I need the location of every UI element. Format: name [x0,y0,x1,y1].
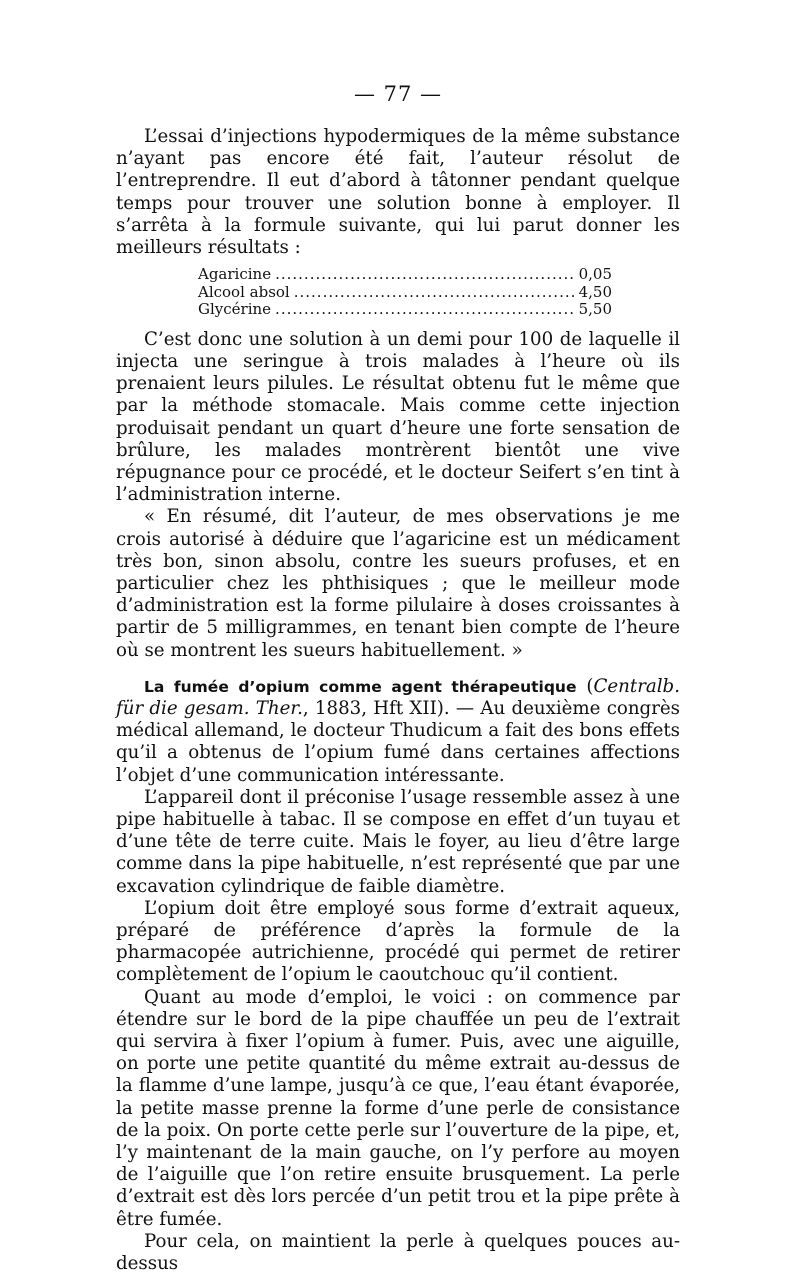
formula-row [198,266,612,284]
ingredient-quantity: 0,05 [578,265,612,284]
paragraph-solution-results: C’est donc une solution à un demi pour 100 de laquelle il injecta une seringue à trois malades à l’heure où ils prenaient leurs pilules. Le résultat obtenu fut le même que par la méthode stomacale. Mais comme cette injection produisait pendant un quart d’heure une forte sensation de brûlure, les malades montrèrent bientôt une vive répugnance pour ce procédé, et le docteur Seifert s’en tint à l’administration interne. [116,328,680,506]
page-number: — 77 — [353,82,443,106]
ingredient-name: Glycérine [198,300,272,319]
intro-text: — Au deuxième congrès médical allemand, le docteur Thudicum a fait des bons effets qu’il a obtenus de l’opium fumé dans certaines affections l’objet d’une communication intéressante. [116,697,680,786]
ingredient-name: Alcool absol [198,282,290,301]
ingredient-quantity: 4,50 [578,282,612,301]
dot-leader [294,284,575,302]
formula-table [198,266,612,319]
ingredient-quantity: 5,50 [578,300,612,319]
dot-leader [275,301,575,319]
ingredient-name: Agaricine [198,265,272,284]
paragraph-opium-preparation: L’opium doit être employé sous forme d’extrait aqueux, préparé de préférence d’après la formule de la pharmacopée autrichienne, procédé qui permet de retirer complètement de l’opium le caoutchouc qu’il contient. [116,897,680,986]
paragraph-apparatus: L’appareil dont il préconise l’usage ressemble assez à une pipe habituelle à tabac. Il se compose en effet d’un tuyau et d’une tête de terre cuite. Mais le foyer, au lieu d’être large comme dans la pipe habituelle, n’est représenté que par une excavation cylindrique de faible diamètre. [116,786,680,897]
dot-leader [275,266,575,284]
citation-journal: Centralb. für die gesam. Ther. [116,675,680,719]
paragraph-method-of-use: Quant au mode d’emploi, le voici : on commence par étendre sur le bord de la pipe chauffée un peu de l’extrait qui servira à fixer l’opium à fumer. Puis, avec une aiguille, on porte une petite quantité du même extrait au-dessus de la flamme d’une lampe, jusqu’à ce que, l’eau étant évaporée, la petite masse prenne la forme d’une perle de consistance de la poix. On porte cette perle sur l’ouverture de la pipe, et, l’y maintenant de la main gauche, on l’y perfore au moyen de l’aiguille que l’on retire ensuite brusquement. La perle d’extrait est dès lors percée d’un petit trou et la pipe prête à être fumée. [116,986,680,1230]
paragraph-opium-intro [116,676,680,787]
citation-details: , 1883, Hft XII). [302,697,450,719]
formula-row [198,301,612,319]
citation-open: ( [576,675,594,697]
paragraph-injection-trial: L’essai d’injections hypodermiques de la même substance n’ayant pas encore été fait, l’auteur résolut de l’entreprendre. Il eut d’abord à tâtonner pendant quelque temps pour trouver une solution bonne à employer. Il s’arrêta à la formule suivante, qui lui parut donner les meilleurs résultats : [116,126,680,259]
formula-row [198,284,612,302]
paragraph-author-summary: « En résumé, dit l’auteur, de mes observations je me crois autorisé à déduire que l’agaricine est un médicament très bon, sinon absolu, contre les sueurs profuses, et en particulier chez les phthisiques ; que le meilleur mode d’administration est la forme pilulaire à doses croissantes à partir de 5 milligrammes, en tenant bien compte de l’heure où se montrent les sueurs habituellement. » [116,506,680,661]
section-divider [116,662,680,676]
section-heading: La fumée d’opium comme agent thérapeutique [144,677,577,696]
paragraph-smoking: Pour cela, on maintient la perle à quelques pouces au-dessus [116,1230,680,1275]
